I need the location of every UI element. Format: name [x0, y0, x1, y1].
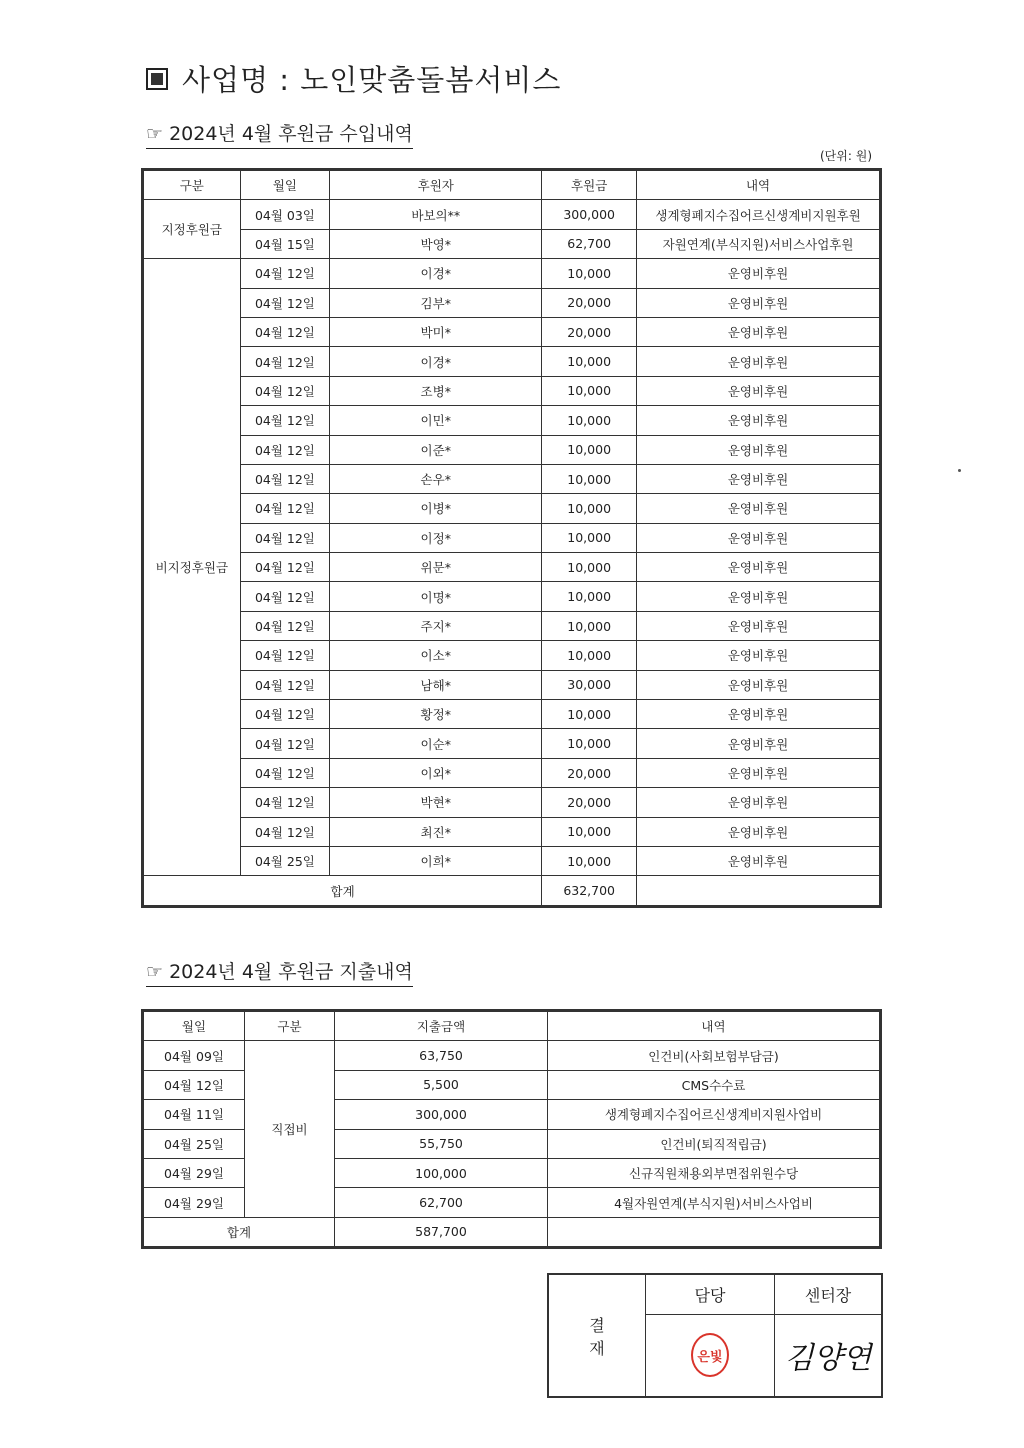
approval-label: 결 재: [548, 1274, 645, 1397]
column-header: 후원자: [330, 170, 542, 200]
detail-cell: 운영비후원: [637, 700, 881, 729]
donor-cell: 손우*: [330, 464, 542, 493]
category-cell: 지정후원금: [143, 200, 241, 259]
date-cell: 04월 12일: [240, 670, 330, 699]
manager-label: 담당: [645, 1274, 774, 1314]
detail-cell: 운영비후원: [637, 435, 881, 464]
date-cell: 04월 12일: [240, 582, 330, 611]
donor-cell: 최진*: [330, 817, 542, 846]
table-row: [143, 846, 881, 875]
date-cell: 04월 12일: [240, 406, 330, 435]
table-row: [143, 347, 881, 376]
detail-cell: 운영비후원: [637, 259, 881, 288]
income-table: [141, 168, 882, 908]
category-cell: 직접비: [245, 1041, 335, 1217]
detail-cell: 운영비후원: [637, 406, 881, 435]
amount-cell: 10,000: [542, 494, 637, 523]
table-row: [143, 376, 881, 405]
donor-cell: 주지*: [330, 611, 542, 640]
date-cell: 04월 12일: [240, 376, 330, 405]
expense-heading: ☞ 2024년 4월 후원금 지출내역: [146, 957, 413, 987]
date-cell: 04월 25일: [143, 1129, 245, 1158]
date-cell: 04월 12일: [240, 494, 330, 523]
detail-cell: 운영비후원: [637, 288, 881, 317]
date-cell: 04월 12일: [240, 817, 330, 846]
amount-cell: 5,500: [335, 1070, 548, 1099]
date-cell: 04월 25일: [240, 846, 330, 875]
document-title-text: 사업명 : 노인맞춤돌봄서비스: [182, 63, 562, 97]
category-cell: 비지정후원금: [143, 259, 241, 876]
date-cell: 04월 12일: [240, 700, 330, 729]
date-cell: 04월 29일: [143, 1158, 245, 1187]
detail-cell: 인건비(퇴직적립금): [548, 1129, 881, 1158]
total-row: [143, 876, 881, 906]
table-row: [143, 641, 881, 670]
date-cell: 04월 11일: [143, 1100, 245, 1129]
date-cell: 04월 12일: [240, 288, 330, 317]
donor-cell: 박영*: [330, 229, 542, 258]
column-header: 월일: [240, 170, 330, 200]
date-cell: 04월 03일: [240, 200, 330, 229]
donor-cell: 이순*: [330, 729, 542, 758]
column-header: 후원금: [542, 170, 637, 200]
detail-cell: 운영비후원: [637, 376, 881, 405]
amount-cell: 10,000: [542, 376, 637, 405]
table-row: [143, 229, 881, 258]
detail-cell: 운영비후원: [637, 464, 881, 493]
amount-cell: 10,000: [542, 846, 637, 875]
table-row: [143, 788, 881, 817]
date-cell: 04월 09일: [143, 1041, 245, 1070]
approval-box: [547, 1273, 883, 1398]
donor-cell: 이병*: [330, 494, 542, 523]
donor-cell: 박현*: [330, 788, 542, 817]
date-cell: 04월 12일: [240, 464, 330, 493]
amount-cell: 10,000: [542, 582, 637, 611]
table-row: [143, 611, 881, 640]
detail-cell: 자원연계(부식지원)서비스사업후원: [637, 229, 881, 258]
donor-cell: 남해*: [330, 670, 542, 699]
total-row: [143, 1217, 881, 1247]
date-cell: 04월 15일: [240, 229, 330, 258]
table-row: [143, 729, 881, 758]
table-row: [143, 406, 881, 435]
date-cell: 04월 12일: [240, 788, 330, 817]
amount-cell: 300,000: [542, 200, 637, 229]
detail-cell: 운영비후원: [637, 611, 881, 640]
donor-cell: 이민*: [330, 406, 542, 435]
amount-cell: 10,000: [542, 729, 637, 758]
amount-cell: 20,000: [542, 288, 637, 317]
document-title: [146, 58, 561, 99]
amount-cell: 20,000: [542, 317, 637, 346]
amount-cell: 62,700: [542, 229, 637, 258]
detail-cell: 운영비후원: [637, 846, 881, 875]
donor-cell: 바보의**: [330, 200, 542, 229]
date-cell: 04월 12일: [240, 729, 330, 758]
detail-cell: 운영비후원: [637, 317, 881, 346]
table-row: [143, 582, 881, 611]
table-row: [143, 259, 881, 288]
amount-cell: 63,750: [335, 1041, 548, 1070]
donor-cell: 이소*: [330, 641, 542, 670]
total-amount: 632,700: [542, 876, 637, 906]
detail-cell: 운영비후원: [637, 670, 881, 699]
amount-cell: 55,750: [335, 1129, 548, 1158]
donor-cell: 박미*: [330, 317, 542, 346]
column-header: 지출금액: [335, 1011, 548, 1041]
amount-cell: 10,000: [542, 435, 637, 464]
table-row: [143, 317, 881, 346]
table-row: [143, 435, 881, 464]
donor-cell: 김부*: [330, 288, 542, 317]
amount-cell: 20,000: [542, 788, 637, 817]
date-cell: 04월 12일: [240, 553, 330, 582]
column-header: 월일: [143, 1011, 245, 1041]
column-header: 구분: [143, 170, 241, 200]
table-row: [143, 288, 881, 317]
detail-cell: 운영비후원: [637, 758, 881, 787]
date-cell: 04월 12일: [240, 611, 330, 640]
amount-cell: 10,000: [542, 700, 637, 729]
table-row: [143, 494, 881, 523]
square-bullet-icon: [146, 68, 168, 90]
income-heading: ☞ 2024년 4월 후원금 수입내역: [146, 119, 413, 149]
amount-cell: 10,000: [542, 406, 637, 435]
table-row: [143, 700, 881, 729]
total-label: 합계: [143, 1217, 335, 1247]
detail-cell: 운영비후원: [637, 494, 881, 523]
detail-cell: 생계형폐지수집어르신생계비지원후원: [637, 200, 881, 229]
amount-cell: 10,000: [542, 523, 637, 552]
amount-cell: 10,000: [542, 553, 637, 582]
column-header: 내역: [637, 170, 881, 200]
donor-cell: 위문*: [330, 553, 542, 582]
amount-cell: 10,000: [542, 641, 637, 670]
donor-cell: 이외*: [330, 758, 542, 787]
table-row: [143, 670, 881, 699]
table-row: [143, 523, 881, 552]
total-label: 합계: [143, 876, 542, 906]
date-cell: 04월 29일: [143, 1188, 245, 1217]
date-cell: 04월 12일: [240, 435, 330, 464]
amount-cell: 30,000: [542, 670, 637, 699]
donor-cell: 황정*: [330, 700, 542, 729]
date-cell: 04월 12일: [143, 1070, 245, 1099]
detail-cell: 4월자원연계(부식지원)서비스사업비: [548, 1188, 881, 1217]
total-amount: 587,700: [335, 1217, 548, 1247]
date-cell: 04월 12일: [240, 347, 330, 376]
amount-cell: 10,000: [542, 817, 637, 846]
amount-cell: 10,000: [542, 464, 637, 493]
date-cell: 04월 12일: [240, 317, 330, 346]
amount-cell: 300,000: [335, 1100, 548, 1129]
column-header: 구분: [245, 1011, 335, 1041]
table-row: [143, 1041, 881, 1070]
date-cell: 04월 12일: [240, 758, 330, 787]
donor-cell: 이준*: [330, 435, 542, 464]
detail-cell: 운영비후원: [637, 553, 881, 582]
donor-cell: 이경*: [330, 347, 542, 376]
amount-cell: 10,000: [542, 259, 637, 288]
unit-label: (단위: 원): [820, 149, 872, 163]
amount-cell: 10,000: [542, 611, 637, 640]
detail-cell: 운영비후원: [637, 523, 881, 552]
red-seal-stamp: 은빛: [691, 1333, 729, 1377]
amount-cell: 100,000: [335, 1158, 548, 1187]
detail-cell: 인건비(사회보험부담금): [548, 1041, 881, 1070]
donor-cell: 이경*: [330, 259, 542, 288]
manager-seal-cell: [645, 1314, 774, 1397]
director-signature-cell: [775, 1314, 882, 1397]
table-row: [143, 553, 881, 582]
detail-cell: 운영비후원: [637, 817, 881, 846]
table-row: [143, 200, 881, 229]
amount-cell: 10,000: [542, 347, 637, 376]
donor-cell: 이정*: [330, 523, 542, 552]
detail-cell: 생계형폐지수집어르신생계비지원사업비: [548, 1100, 881, 1129]
detail-cell: 신규직원채용외부면접위원수당: [548, 1158, 881, 1187]
table-row: [143, 758, 881, 787]
director-label: 센터장: [775, 1274, 882, 1314]
total-detail-empty: [548, 1217, 881, 1247]
donor-cell: 이명*: [330, 582, 542, 611]
detail-cell: CMS수수료: [548, 1070, 881, 1099]
date-cell: 04월 12일: [240, 259, 330, 288]
expense-table: [141, 1009, 882, 1249]
table-row: [143, 464, 881, 493]
date-cell: 04월 12일: [240, 641, 330, 670]
donor-cell: 조병*: [330, 376, 542, 405]
handwritten-signature: 김양연: [784, 1341, 872, 1377]
column-header: 내역: [548, 1011, 881, 1041]
amount-cell: 62,700: [335, 1188, 548, 1217]
detail-cell: 운영비후원: [637, 729, 881, 758]
table-row: [143, 817, 881, 846]
income-header-row: [143, 170, 881, 200]
scan-speck: [958, 469, 961, 472]
detail-cell: 운영비후원: [637, 641, 881, 670]
detail-cell: 운영비후원: [637, 788, 881, 817]
expense-header-row: [143, 1011, 881, 1041]
total-detail-empty: [637, 876, 881, 906]
donor-cell: 이희*: [330, 846, 542, 875]
amount-cell: 20,000: [542, 758, 637, 787]
detail-cell: 운영비후원: [637, 582, 881, 611]
date-cell: 04월 12일: [240, 523, 330, 552]
detail-cell: 운영비후원: [637, 347, 881, 376]
